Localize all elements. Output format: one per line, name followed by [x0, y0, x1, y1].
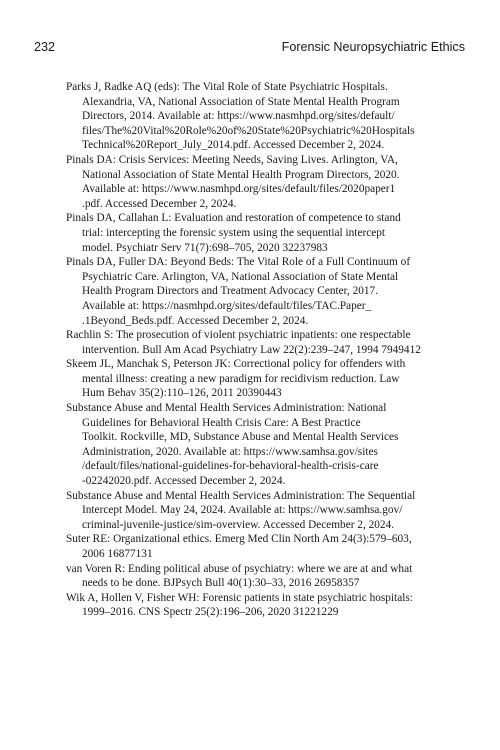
reference-line: Substance Abuse and Mental Health Services Administration: The Sequential — [66, 489, 416, 502]
reference-line: Available at: https://nasmhpd.org/sites/default/files/TAC.Paper_ — [82, 299, 372, 312]
reference-line: model. Psychiatr Serv 71(7):698–705, 2020 32237983 — [82, 241, 328, 254]
reference-line: Technical%20Report_July_2014.pdf. Accessed December 2, 2024. — [82, 139, 385, 152]
reference-line: Wik A, Hollen V, Fisher WH: Forensic patients in state psychiatric hospitals: — [66, 591, 413, 604]
running-head: Forensic Neuropsychiatric Ethics — [281, 40, 465, 54]
reference-list — [66, 80, 434, 620]
page-number: 232 — [34, 40, 56, 54]
reference-line: Toolkit. Rockville, MD, Substance Abuse and Mental Health Services — [82, 431, 399, 444]
reference-line: /default/files/national-guidelines-for-behavioral-health-crisis-care — [82, 460, 379, 473]
reference-line: Suter RE: Organizational ethics. Emerg Med Clin North Am 24(3):579–603, — [66, 533, 412, 546]
reference-line: Hum Behav 35(2):110–126, 2011 20390443 — [82, 387, 282, 400]
reference-line: criminal-juvenile-justice/sim-overview. Accessed December 2, 2024. — [82, 518, 395, 531]
reference-line: .1Beyond_Beds.pdf. Accessed December 2, 2024. — [82, 314, 309, 327]
reference-line: Intercept Model. May 24, 2024. Available at: https://www.samhsa.gov/ — [82, 504, 403, 517]
reference-entry — [66, 532, 434, 561]
reference-line: Alexandria, VA, National Association of State Mental Health Program — [82, 95, 400, 108]
reference-line: Administration, 2020. Available at: https://www.samhsa.gov/sites — [82, 445, 378, 458]
reference-line: 1999–2016. CNS Spectr 25(2):196–206, 2020 31221229 — [82, 606, 339, 619]
reference-entry — [66, 211, 434, 255]
reference-line: mental illness: creating a new paradigm for recidivism reduction. Law — [82, 372, 400, 385]
reference-line: Pinals DA, Callahan L: Evaluation and restoration of competence to stand — [66, 212, 401, 225]
reference-entry — [66, 591, 434, 620]
reference-entry — [66, 153, 434, 211]
reference-line: Rachlin S: The prosecution of violent psychiatric inpatients: one respectable — [66, 329, 411, 342]
page-header — [34, 40, 465, 54]
reference-line: Available at: https://www.nasmhpd.org/sites/default/files/2020paper1 — [82, 183, 396, 196]
reference-line: Pinals DA, Fuller DA: Beyond Beds: The Vital Role of a Full Continuum of — [66, 256, 411, 269]
reference-line: van Voren R: Ending political abuse of psychiatry: where we are at and what — [66, 562, 413, 575]
reference-line: Skeem JL, Manchak S, Peterson JK: Correctional policy for offenders with — [66, 358, 406, 371]
reference-line: trial: intercepting the forensic system using the sequential intercept — [82, 226, 386, 239]
reference-line: intervention. Bull Am Acad Psychiatry Law 22(2):239–247, 1994 7949412 — [82, 343, 421, 356]
reference-entry — [66, 401, 434, 489]
reference-line: files/The%20Vital%20Role%20of%20State%20Psychiatric%20Hospitals — [82, 124, 415, 137]
reference-entry — [66, 562, 434, 591]
reference-line: Psychiatric Care. Arlington, VA, National Association of State Mental — [82, 270, 399, 283]
reference-line: 2006 16877131 — [82, 548, 153, 560]
reference-line: Health Program Directors and Treatment Advocacy Center, 2017. — [82, 285, 379, 298]
reference-entry — [66, 255, 434, 328]
reference-line: National Association of State Mental Health Program Directors, 2020. — [82, 168, 400, 181]
reference-entry — [66, 328, 434, 357]
reference-line: Substance Abuse and Mental Health Services Administration: National — [66, 402, 387, 415]
reference-entry — [66, 489, 434, 533]
reference-line: needs to be done. BJPsych Bull 40(1):30–33, 2016 26958357 — [82, 577, 360, 590]
reference-entry — [66, 80, 434, 153]
reference-line: Parks J, Radke AQ (eds): The Vital Role of State Psychiatric Hospitals. — [66, 81, 388, 93]
reference-line: Guidelines for Behavioral Health Crisis Care: A Best Practice — [82, 416, 361, 429]
reference-line: -02242020.pdf. Accessed December 2, 2024. — [82, 475, 286, 488]
reference-line: .pdf. Accessed December 2, 2024. — [82, 197, 237, 210]
reference-entry — [66, 357, 434, 401]
reference-line: Pinals DA: Crisis Services: Meeting Needs, Saving Lives. Arlington, VA, — [66, 153, 398, 166]
reference-line: Directors, 2014. Available at: https://www.nasmhpd.org/sites/default/ — [82, 110, 395, 123]
